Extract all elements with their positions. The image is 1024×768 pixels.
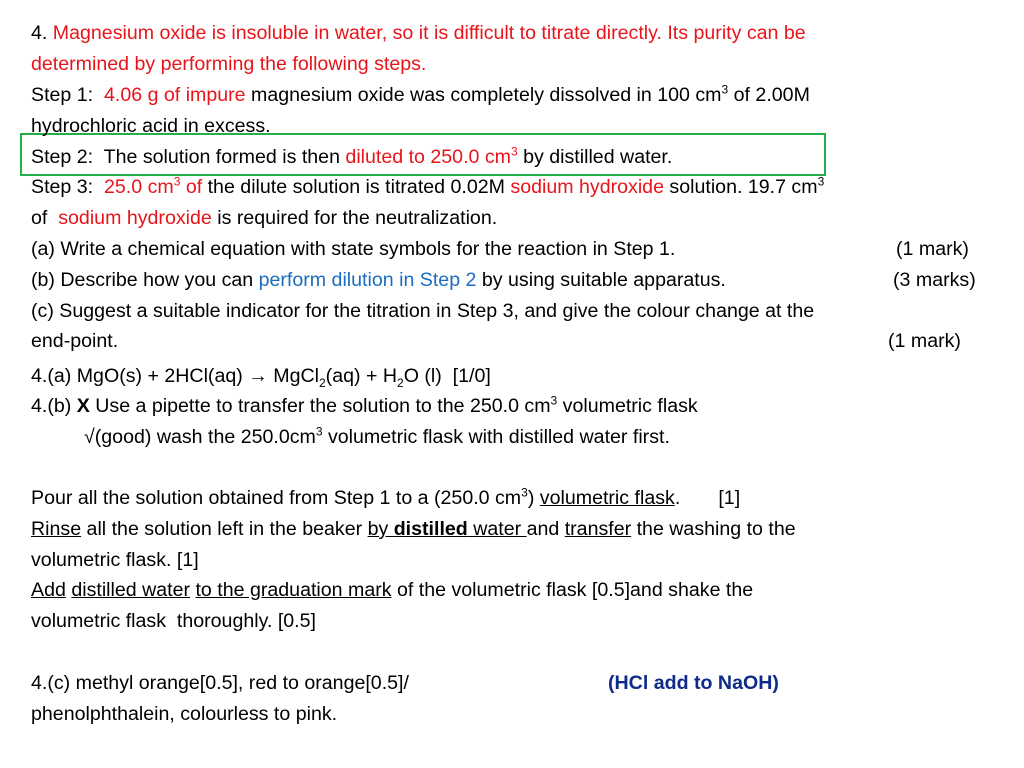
answer-pour: Pour all the solution obtained from Step 1 to a (250.0 $cm^3$) volumetric flask. [1]: [31, 485, 741, 509]
step1-line: Step 1: 4.06 g of impure magnesium oxide was completely dissolved in 100 $cm^3$ of 2.00M: [31, 82, 810, 106]
answer-add-2: volumetric flask thoroughly. [0.5]: [31, 610, 316, 632]
answer-rinse: Rinse all the solution left in the beaker by distilled water and transfer the washing to the: [31, 518, 796, 540]
answer-c: 4.(c) methyl orange[0.5], red to orange[0.5]/: [31, 672, 409, 694]
question-line-2: determined by performing the following steps.: [31, 53, 427, 75]
part-c-line-2: end-point.: [31, 330, 119, 352]
part-a-marks: (1 mark): [896, 238, 969, 260]
answer-b: 4.(b) X Use a pipette to transfer the solution to the 250.0 $cm^3$ volumetric flask: [31, 393, 698, 417]
answer-a: 4.(a) MgO(s) + 2HCl(aq) → MgCl$_2$(aq) + $H_2O$ (l) [1/0]: [31, 365, 491, 390]
answer-b-good: √(good) wash the $250.0cm^3$ volumetric flask with distilled water first.: [84, 424, 670, 448]
part-b-marks: (3 marks): [893, 269, 976, 291]
part-c-line: (c) Suggest a suitable indicator for the titration in Step 3, and give the colour change at the: [31, 300, 815, 322]
part-c-marks: (1 mark): [888, 330, 961, 352]
answer-c-2: phenolphthalein, colourless to pink.: [31, 703, 338, 725]
step3-line-2: of sodium hydroxide is required for the neutralization.: [31, 207, 498, 229]
part-a-line: (a) Write a chemical equation with state symbols for the reaction in Step 1.: [31, 238, 676, 260]
question-line-1: 4. Magnesium oxide is insoluble in water, so it is difficult to titrate directly. Its purity can be: [31, 22, 806, 44]
answer-c-note: (HCl add to NaOH): [608, 672, 779, 694]
answer-rinse-2: volumetric flask. [1]: [31, 549, 199, 571]
step3-line: Step 3: 25.0 $cm^3$ of the dilute solution is titrated 0.02M sodium hydroxide solution. 19.7 $cm^3$: [31, 174, 825, 198]
answer-add: Add distilled water to the graduation mark of the volumetric flask [0.5]and shake the: [31, 579, 754, 601]
step1-line-2: hydrochloric acid in excess.: [31, 115, 271, 137]
arrow-icon: →: [248, 365, 268, 387]
part-b-line: (b) Describe how you can perform dilution in Step 2 by using suitable apparatus.: [31, 269, 726, 291]
step2-line: Step 2: The solution formed is then diluted to 250.0 $cm^3$ by distilled water.: [31, 144, 673, 168]
